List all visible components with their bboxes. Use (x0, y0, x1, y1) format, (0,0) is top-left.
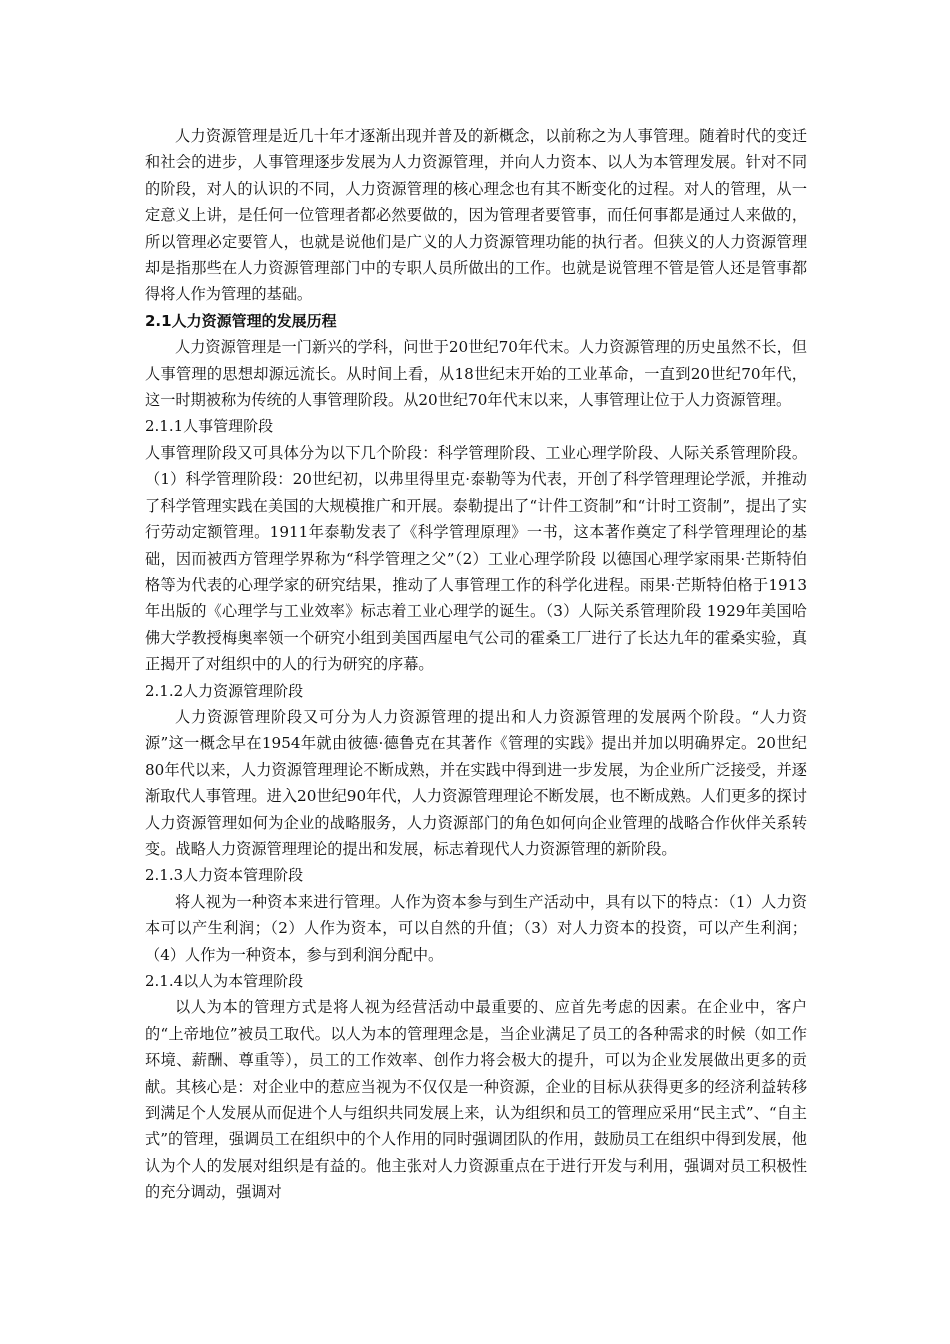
section-2-1-3-heading: 2.1.3人力资本管理阶段 (145, 866, 304, 885)
section-2-1-heading: 2.1人力资源管理的发展历程 (145, 311, 337, 330)
section-2-1-paragraph: 人力资源管理是一门新兴的学科，问世于20世纪70年代末。人力资源管理的历史虽然不长，但人事管理的思想却源远流长。从时间上看，从18世纪末开始的工业革命，一直到20世纪70年代，这一时期被称为传统的人事管理阶段。从20世纪70年代末以来，人事管理让位于人力资源管理。 (145, 338, 807, 410)
document-body (145, 123, 807, 1206)
section-2-1-2-paragraph: 人力资源管理阶段又可分为人力资源管理的提出和人力资源管理的发展两个阶段。“人力资源”这一概念早在1954年就由彼德·德鲁克在其著作《管理的实践》提出并加以明确界定。20世纪80年代以来，人力资源管理理论不断成熟，并在实践中得到进一步发展，为企业所广泛接受，并逐渐取代人事管理。进入20世纪90年代，人力资源管理理论不断发展，也不断成熟。人们更多的探讨人力资源管理如何为企业的战略服务，人力资源部门的角色如何向企业管理的战略合作伙伴关系转变。战略人力资源管理理论的提出和发展，标志着现代人力资源管理的新阶段。 (145, 707, 807, 858)
section-2-1-1-paragraph: 人事管理阶段又可具体分为以下几个阶段：科学管理阶段、工业心理学阶段、人际关系管理阶段。（1）科学管理阶段：20世纪初，以弗里得里克·泰勒等为代表，开创了科学管理理论学派，并推动了科学管理实践在美国的大规模推广和开展。泰勒提出了“计件工资制”和“计时工资制”，提出了实行劳动定额管理。1911年泰勒发表了《科学管理原理》一书，这本著作奠定了科学管理理论的基础，因而被西方管理学界称为“科学管理之父”（2）工业心理学阶段 以德国心理学家雨果·芒斯特伯格等为代表的心理学家的研究结果，推动了人事管理工作的科学化进程。雨果·芒斯特伯格于1913年出版的《心理学与工业效率》标志着工业心理学的诞生。（3）人际关系管理阶段 1929年美国哈佛大学教授梅奥率领一个研究小组到美国西屋电气公司的霍桑工厂进行了长达九年的霍桑实验，真正揭开了对组织中的人的行为研究的序幕。 (145, 443, 807, 674)
section-2-1-3-paragraph: 将人视为一种资本来进行管理。人作为资本参与到生产活动中，具有以下的特点：（1）人力资本可以产生利润；（2）人作为资本，可以自然的升值；（3）对人力资本的投资，可以产生利润；（4）人作为一种资本，参与到利润分配中。 (145, 892, 807, 964)
section-2-1-1-heading: 2.1.1人事管理阶段 (145, 417, 274, 436)
intro-paragraph: 人力资源管理是近几十年才逐渐出现并普及的新概念，以前称之为人事管理。随着时代的变迁和社会的进步，人事管理逐步发展为人力资源管理，并向人力资本、以人为本管理发展。针对不同的阶段，对人的认识的不同，人力资源管理的核心理念也有其不断变化的过程。对人的管理，从一定意义上讲，是任何一位管理者都必然要做的，因为管理者要管事，而任何事都是通过人来做的，所以管理必定要管人，也就是说他们是广义的人力资源管理功能的执行者。但狭义的人力资源管理却是指那些在人力资源管理部门中的专职人员所做出的工作。也就是说管理不管是管人还是管事都得将人作为管理的基础。 (145, 127, 807, 304)
section-2-1-4-heading: 2.1.4以人为本管理阶段 (145, 972, 304, 990)
section-2-1-4-paragraph: 以人为本的管理方式是将人视为经营活动中最重要的、应首先考虑的因素。在企业中，客户的“上帝地位”被员工取代。以人为本的管理理念是，当企业满足了员工的各种需求的时候（如工作环境、薪酬、尊重等），员工的工作效率、创作力将会极大的提升，可以为企业发展做出更多的贡献。其核心是：对企业中的惹应当视为不仅仅是一种资源，企业的目标从获得更多的经济利益转移到满足个人发展从而促进个人与组织共同发展上来，认为组织和员工的管理应采用“民主式”、“自主式”的管理，强调员工在组织中的个人作用的同时强调团队的作用，鼓励员工在组织中得到发展，他认为个人的发展对组织是有益的。他主张对人力资源重点在于进行开发与利用，强调对员工积极性的充分调动，强调对 (145, 998, 807, 1202)
section-2-1-2-heading: 2.1.2人力资源管理阶段 (145, 681, 304, 700)
